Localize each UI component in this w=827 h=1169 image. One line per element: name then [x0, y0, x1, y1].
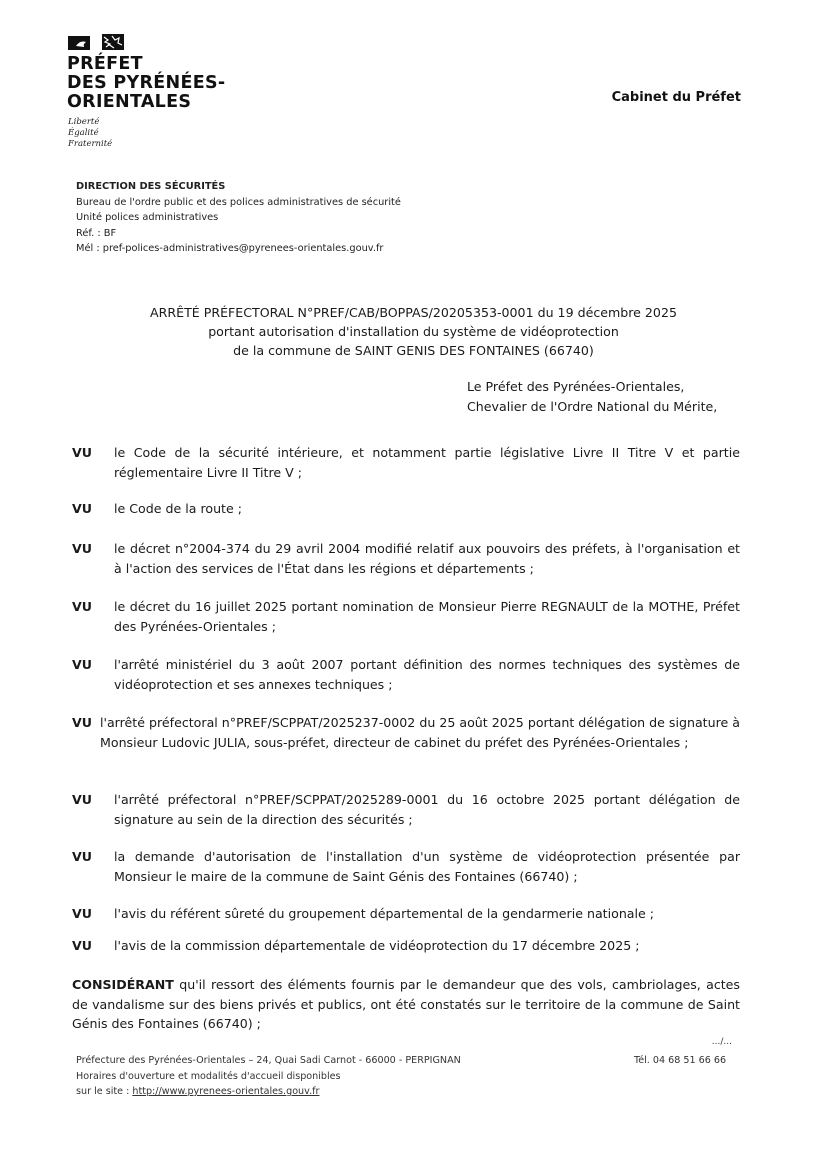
direction-ref: Réf. : BF	[76, 227, 117, 239]
prefet-line-2: Chevalier de l'Ordre National du Mérite,	[467, 399, 718, 414]
footer-site	[76, 1084, 461, 1100]
vu-item	[72, 499, 740, 519]
vu-label: VU	[72, 541, 92, 556]
direction-bureau: Bureau de l'ordre public et des polices administratives de sécurité	[76, 196, 401, 208]
page-continuation-mark: .../...	[711, 1037, 732, 1047]
vu-label: VU	[72, 501, 92, 516]
logo-line-2: DES PYRÉNÉES-	[67, 73, 226, 93]
vu-label: VU	[72, 715, 92, 730]
motto-fraternite: Fraternité	[68, 139, 113, 149]
vu-item	[72, 936, 740, 956]
vu-text: l'avis de la commission départementale de vidéoprotection du 17 décembre 2025 ;	[114, 938, 640, 953]
vu-item	[72, 847, 740, 886]
vu-text: l'arrêté ministériel du 3 août 2007 portant définition des normes techniques des systèmes de vidéoprotection et ses annexes techniques ;	[114, 657, 740, 692]
logo-line-1: PRÉFET	[67, 54, 143, 74]
prefet-line-1: Le Préfet des Pyrénées-Orientales,	[467, 379, 685, 394]
motto-liberte: Liberté	[68, 117, 100, 127]
vu-item	[72, 904, 740, 924]
republic-motto	[68, 117, 112, 150]
direction-email: Mél : pref-polices-administratives@pyrenees-orientales.gouv.fr	[76, 243, 384, 254]
vu-label: VU	[72, 906, 92, 921]
vu-text: la demande d'autorisation de l'installation d'un système de vidéoprotection présentée par Monsieur le maire de la commune de Saint Génis des Fontaines (66740) ;	[114, 849, 740, 884]
vu-text: le décret n°2004-374 du 29 avril 2004 modifié relatif aux pouvoirs des préfets, à l'organisation et à l'action des services de l'État dans les régions et départements ;	[114, 541, 740, 576]
direction-title: DIRECTION DES SÉCURITÉS	[76, 181, 226, 192]
footer-site-prefix: sur le site :	[76, 1086, 133, 1097]
service-name: Cabinet du Préfet	[611, 90, 741, 105]
vu-label: VU	[72, 792, 92, 807]
footer-address: Préfecture des Pyrénées-Orientales – 24, Quai Sadi Carnot - 66000 - PERPIGNAN	[76, 1055, 461, 1066]
vu-text: le Code de la route ;	[114, 501, 242, 516]
footer-hours: Horaires d'ouverture et modalités d'accueil disponibles	[76, 1070, 341, 1082]
prefet-intro	[467, 377, 717, 417]
direction-unite: Unité polices administratives	[76, 212, 219, 223]
arrete-title-line-1: ARRÊTÉ PRÉFECTORAL N°PREF/CAB/BOPPAS/20205353-0001 du 19 décembre 2025	[150, 305, 677, 320]
vu-text: le Code de la sécurité intérieure, et notamment partie législative Livre II Titre V et partie réglementaire Livre II Titre V ;	[114, 445, 740, 480]
considerant-paragraph	[72, 975, 740, 1034]
vu-item	[72, 539, 740, 578]
vu-text: l'avis du référent sûreté du groupement départemental de la gendarmerie nationale ;	[114, 906, 655, 921]
prefecture-logo-title	[67, 55, 225, 112]
vu-item	[72, 597, 740, 636]
vu-item	[72, 713, 740, 752]
considerant-label: CONSIDÉRANT	[72, 977, 174, 992]
arrete-title-line-3: de la commune de SAINT GENIS DES FONTAINES (66740)	[233, 343, 594, 358]
footer-site-link[interactable]: http://www.pyrenees-orientales.gouv.fr	[132, 1086, 320, 1097]
vu-item	[72, 655, 740, 694]
vu-label: VU	[72, 445, 92, 460]
vu-label: VU	[72, 849, 92, 864]
arrete-title-line-2: portant autorisation d'installation du système de vidéoprotection	[208, 324, 619, 339]
arrete-title	[0, 303, 827, 360]
logo-line-3: ORIENTALES	[67, 92, 192, 112]
footer-phone: Tél. 04 68 51 66 66	[634, 1055, 727, 1066]
marianne-flag-icon	[68, 34, 124, 52]
vu-text: l'arrêté préfectoral n°PREF/SCPPAT/2025237-0002 du 25 août 2025 portant délégation de signature à Monsieur Ludovic JULIA, sous-préfet, directeur de cabinet du préfet des Pyrénées-Orientales ;	[100, 715, 740, 750]
vu-text: l'arrêté préfectoral n°PREF/SCPPAT/2025289-0001 du 16 octobre 2025 portant délégation de signature au sein de la direction des sécurités ;	[114, 792, 740, 827]
vu-label: VU	[72, 599, 92, 614]
vu-label: VU	[72, 938, 92, 953]
direction-block	[76, 179, 401, 257]
footer	[76, 1053, 461, 1100]
vu-label: VU	[72, 657, 92, 672]
vu-item	[72, 443, 740, 482]
vu-item	[72, 790, 740, 829]
considerant-text: qu'il ressort des éléments fournis par le demandeur que des vols, cambriolages, actes de vandalisme sur des biens privés et publics, ont été constatés sur le territoire de la commune de Saint Génis des Fontaines (66740) ;	[72, 977, 740, 1031]
vu-text: le décret du 16 juillet 2025 portant nomination de Monsieur Pierre REGNAULT de la MOTHE, Préfet des Pyrénées-Orientales ;	[114, 599, 740, 634]
motto-egalite: Égalité	[68, 128, 99, 138]
